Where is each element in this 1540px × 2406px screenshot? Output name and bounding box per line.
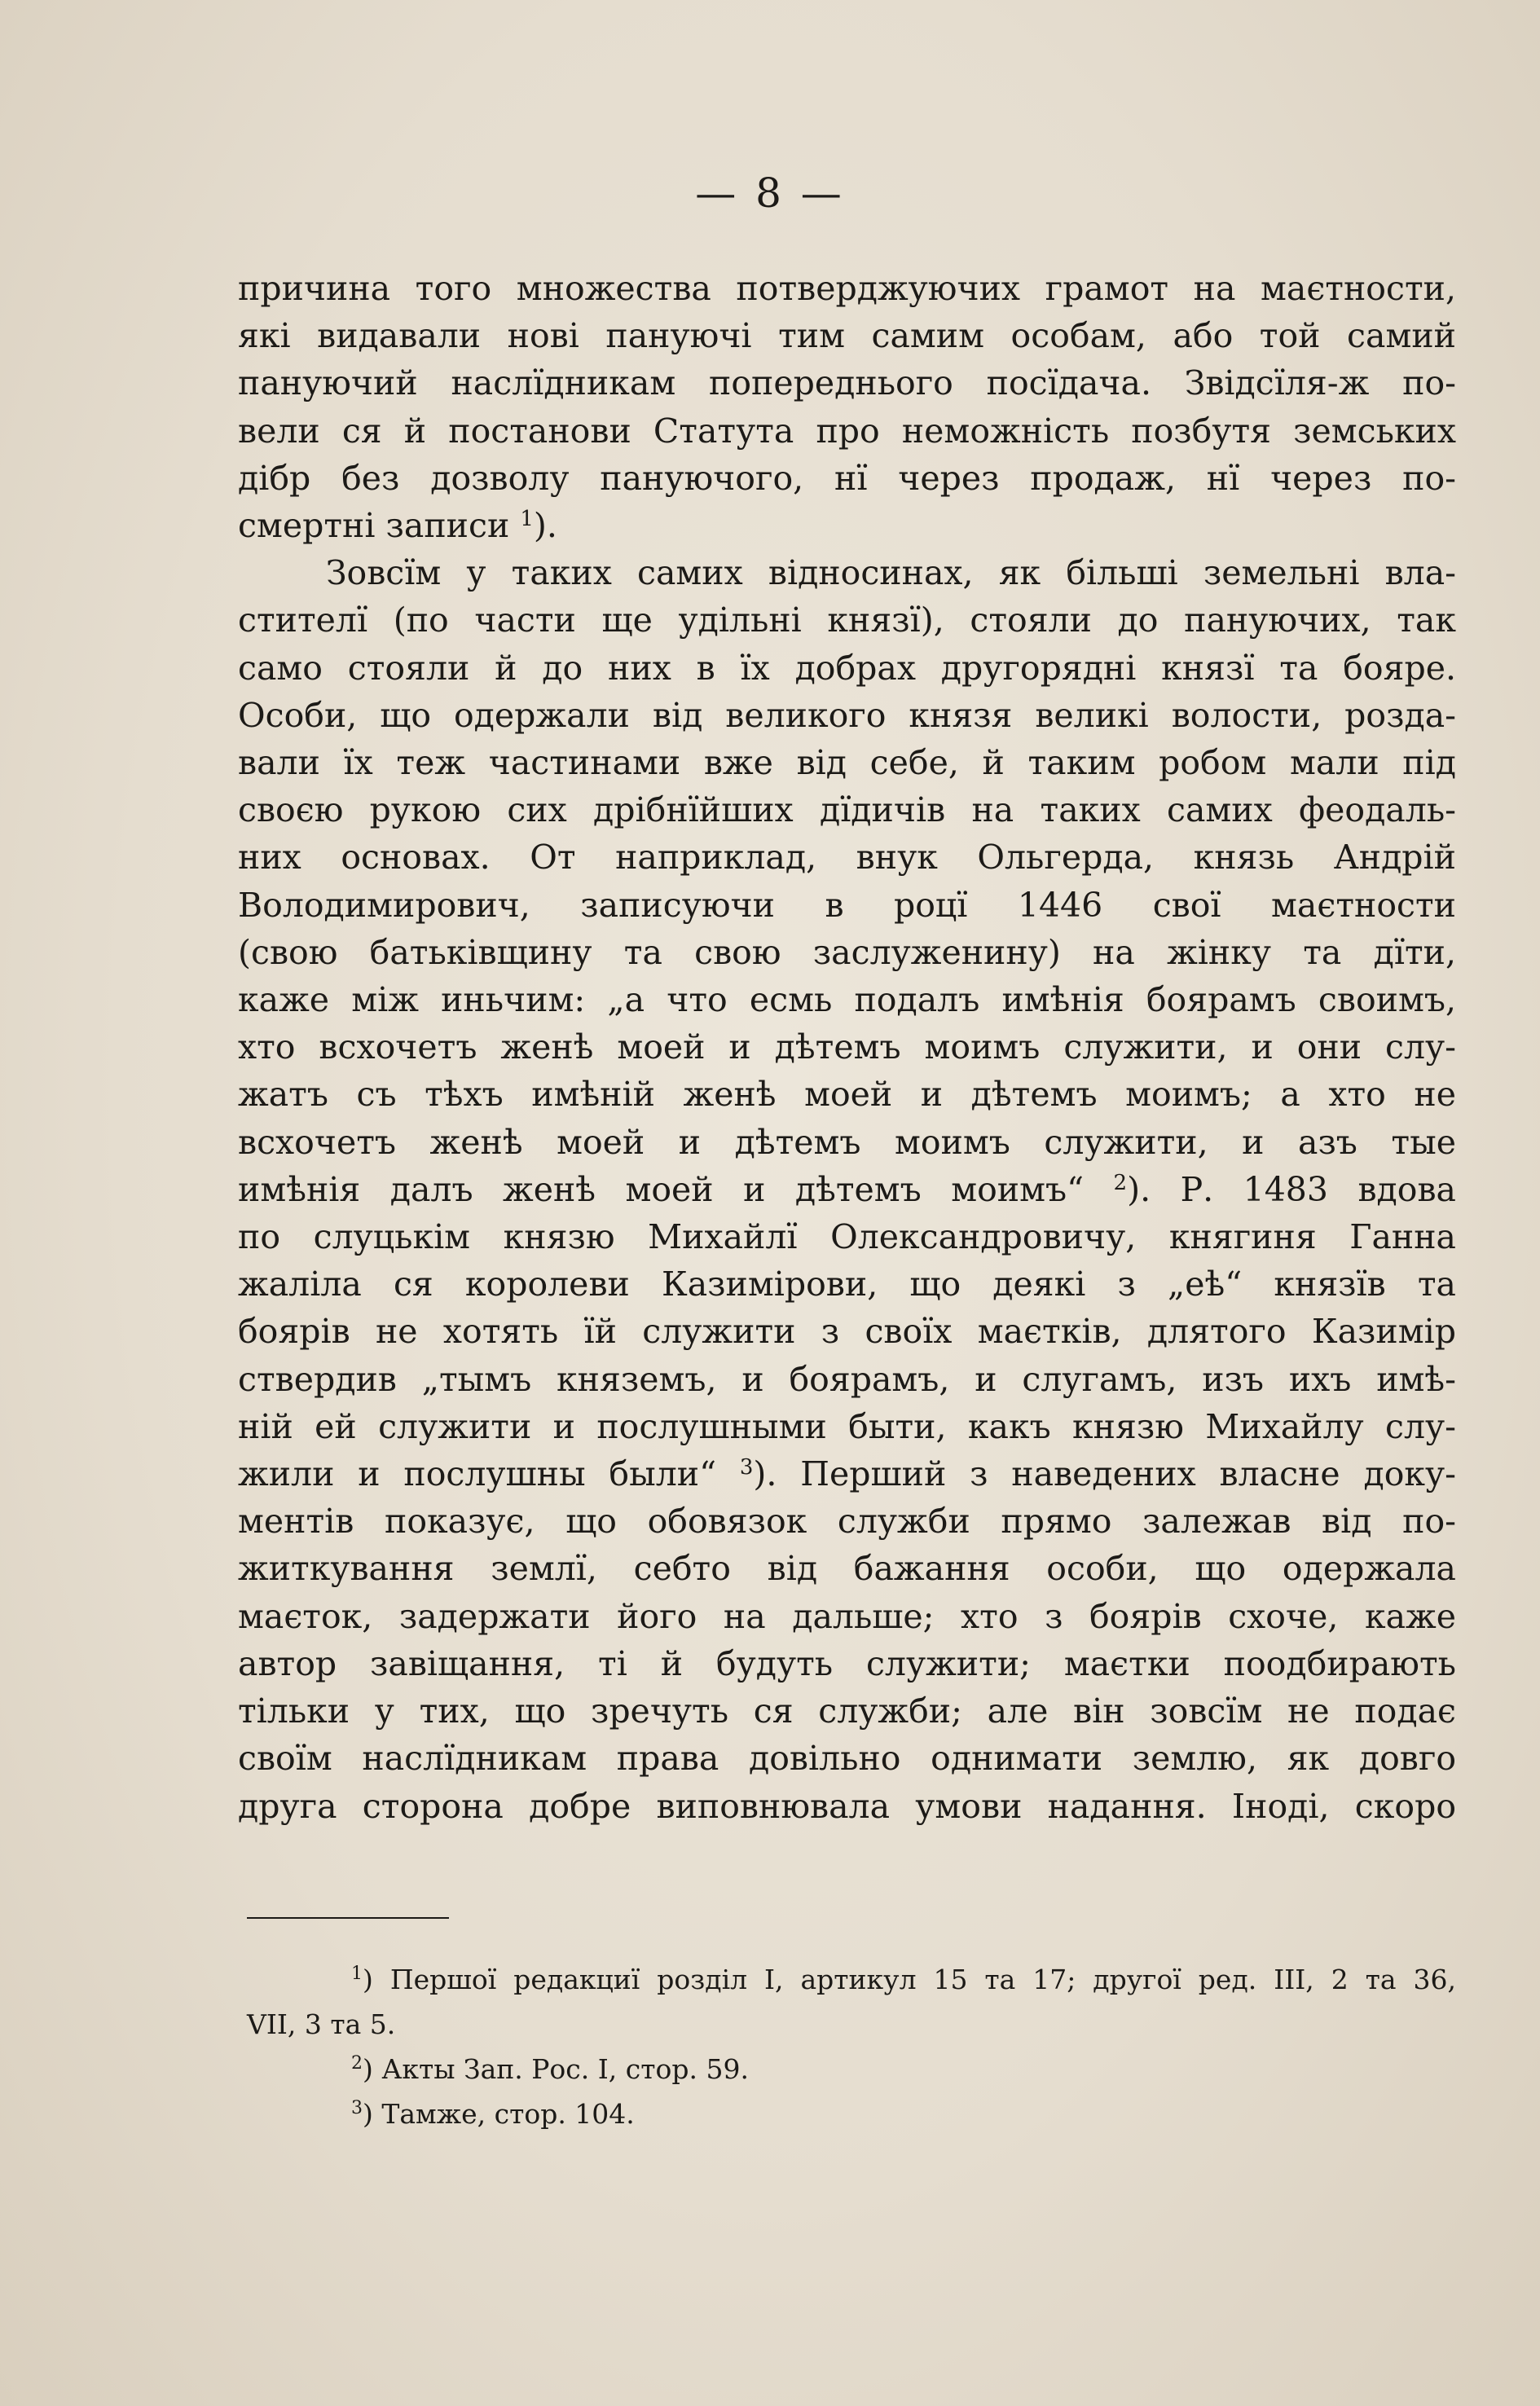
text-line: маєток, задержати його на дальше; хто з боярів схоче, каже: [238, 1596, 1456, 1636]
main-text: [238, 265, 1456, 1830]
text-line: Особи, що одержали від великого князя великі волости, розда-: [238, 695, 1456, 735]
footnote-mark: 1: [351, 1964, 363, 1984]
text-line: [238, 502, 1456, 549]
footnote-text: Акты Зап. Рос. I, стор. 59.: [381, 2053, 749, 2085]
text-line: своїм наслїдникам права довільно однимати землю, як довго: [238, 1739, 1456, 1779]
text-line: боярів не хотять їй служити з своїх маєтків, длятого Казимір: [238, 1312, 1456, 1352]
text-line: стителї (по части ще удільні князї), стояли до пануючих, так: [238, 600, 1456, 640]
text-line: друга сторона добре виповнювала умови надання. Іноді, скоро: [238, 1786, 1456, 1826]
text-line: хто всхочетъ женѣ моей и дѣтемъ моимъ служити, и они слу-: [238, 1027, 1456, 1067]
text-line: [238, 1166, 1456, 1213]
text-line: по слуцькім князю Михайлї Олександровичу, княгиня Ганна: [238, 1217, 1456, 1257]
paragraph-2: [238, 549, 1456, 1829]
text-line: ній ей служити и послушными быти, какъ князю Михайлу слу-: [238, 1406, 1456, 1446]
text-line: Зовсїм у таких самих відносинах, як більші земельні вла-: [326, 553, 1456, 593]
text-line: ствердив „тымъ княземъ, и боярамъ, и слугамъ, изъ ихъ имѣ-: [238, 1359, 1456, 1399]
text-run: смертні записи: [238, 506, 521, 546]
text-line: дібр без дозволу пануючого, нї через продаж, нї через по-: [238, 458, 1456, 498]
text-line: ментів показує, що обовязок служби прямо залежав від по-: [238, 1502, 1456, 1542]
footnote-3: $^3$) Тамже, стор. 104.: [351, 2098, 635, 2130]
text-line: всхочетъ женѣ моей и дѣтемъ моимъ служити, и азъ тые: [238, 1122, 1456, 1162]
text-run: ). Перший з наведених власне доку-: [753, 1454, 1456, 1494]
text-line: які видавали нові пануючі тим самим особам, або той самий: [238, 316, 1456, 356]
text-line: [238, 1450, 1456, 1498]
text-line: вели ся й постанови Статута про неможність позбутя земських: [238, 411, 1456, 451]
footnote-mark: 3: [351, 2098, 363, 2118]
text-line: каже між иньчим: „а что есмь подалъ имѣнія боярамъ своимъ,: [238, 980, 1456, 1020]
footnote-divider: [247, 1917, 449, 1919]
text-line: своєю рукою сих дрібнїйших дїдичів на таких самих феодаль-: [238, 790, 1456, 830]
footnote-ref-1: 1: [520, 507, 534, 532]
text-line: Володимирович, записуючи в роцї 1446 свої маєтности: [238, 885, 1456, 925]
paragraph-1: [238, 265, 1456, 549]
footnote-mark: 2: [351, 2053, 363, 2074]
text-run: ). Р. 1483 вдова: [1127, 1169, 1456, 1209]
text-line: вали їх теж частинами вже від себе, й таким робом мали під: [238, 743, 1456, 783]
text-line: (свою батьківщину та свою заслуженину) на жінку та дїти,: [238, 932, 1456, 972]
footnotes: [247, 1957, 1456, 2136]
text-line: житкування землї, себто від бажання особи, що одержала: [238, 1549, 1456, 1589]
footnote-text: Тамже, стор. 104.: [381, 2098, 635, 2130]
text-line: жаліла ся королеви Казимірови, що деякі з „еѣ“ князїв та: [238, 1265, 1456, 1304]
page-number: — 8 —: [695, 169, 845, 217]
footnote-ref-2: 2: [1113, 1170, 1128, 1195]
text-line: жатъ съ тѣхъ имѣній женѣ моей и дѣтемъ моимъ; а хто не: [238, 1075, 1456, 1115]
footnote-text: Першої редакциї розділ I, артикул 15 та 17; другої ред. III, 2 та 36,: [389, 1964, 1456, 1995]
text-run: жили и послушны были“: [238, 1454, 740, 1494]
text-line: автор завіщання, ті й будуть служити; маєтки поодбирають: [238, 1643, 1456, 1683]
text-run: имѣнія далъ женѣ моей и дѣтемъ моимъ“: [238, 1169, 1114, 1209]
footnote-1-cont: VII, 3 та 5.: [247, 2008, 396, 2040]
footnote-ref-3: 3: [739, 1455, 754, 1480]
text-line: само стояли й до них в їх добрах другорядні князї та бояре.: [238, 648, 1456, 688]
text-line: причина того множества потверджуючих грамот на маєтности,: [238, 269, 1456, 308]
text-run: ).: [533, 506, 557, 546]
text-line: тільки у тих, що зречуть ся служби; але він зовсїм не подає: [238, 1691, 1456, 1731]
text-line: пануючий наслїдникам попереднього посїдача. Звідсїля-ж по-: [238, 363, 1456, 403]
footnote-2: $^2$) Акты Зап. Рос. I, стор. 59.: [351, 2053, 749, 2085]
footnote-1: $^1$) Першої редакциї розділ I, артикул 15 та 17; другої ред. III, 2 та 36,: [351, 1964, 1456, 1995]
text-line: них основах. От наприклад, внук Ольгерда, князь Андрій: [238, 838, 1456, 878]
